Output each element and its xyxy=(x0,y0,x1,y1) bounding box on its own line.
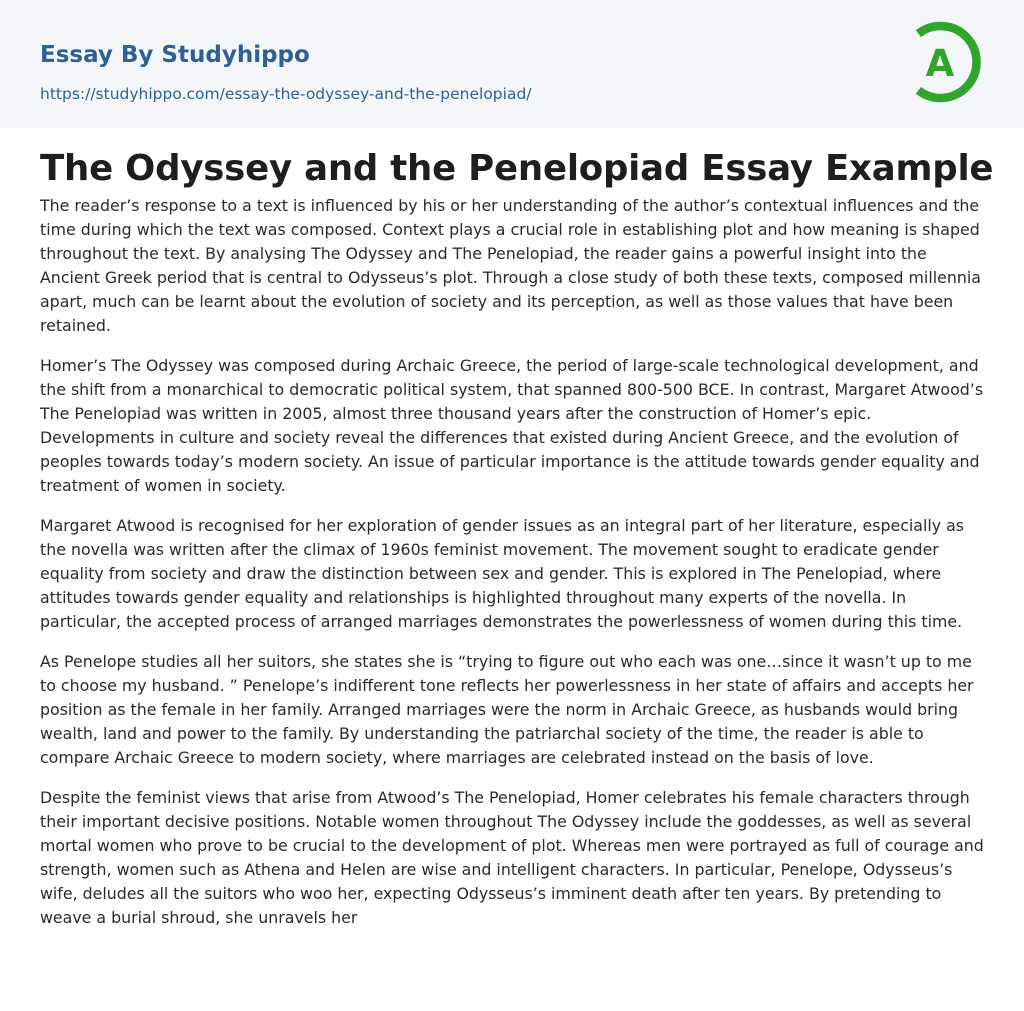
paragraph: The reader’s response to a text is influenced by his or her understanding of the author’s contextual influences and the time during which the text was composed. Context plays a crucial role in establishing plot and how meaning is shaped throughout the text. By analysing The Odyssey and The Penelopiad, the reader gains a powerful insight into the Ancient Greek period that is central to Odysseus’s plot. Through a close study of both these texts, composed millennia apart, much can be learnt about the evolution of society and its perception, as well as those values that have been retained. xyxy=(40,196,981,335)
paragraph: As Penelope studies all her suitors, she states she is “trying to figure out who each was one…since it wasn’t up to me to choose my husband. ” Penelope’s indifferent tone reflects her powerlessness in her state of affairs and accepts her position as the female in her family. Arranged marriages were the norm in Archaic Greece, as husbands would bring wealth, land and power to the family. By understanding the patriarchal society of the time, the reader is able to compare Archaic Greece to modern society, where marriages are celebrated instead on the basis of love. xyxy=(40,652,974,767)
paragraph: Homer’s The Odyssey was composed during Archaic Greece, the period of large-scale technological development, and the shift from a monarchical to democratic political system, that spanned 800-500 BCE. In contrast, Margaret Atwood’s The Penelopiad was written in 2005, almost three thousand years after the construction of Homer’s epic. Developments in culture and society reveal the differences that existed during Ancient Greece, and the evolution of peoples towards today’s modern society. An issue of particular importance is the attitude towards gender equality and treatment of women in society. xyxy=(40,356,984,495)
site-header xyxy=(0,0,1024,128)
article-body xyxy=(40,194,988,946)
site-name[interactable]: Essay By Studyhippo xyxy=(40,42,310,68)
logo-letter: A xyxy=(925,42,955,85)
logo-icon[interactable] xyxy=(904,18,988,106)
paragraph: Margaret Atwood is recognised for her exploration of gender issues as an integral part of her literature, especially as the novella was written after the climax of 1960s feminist movement. The movement sought to eradicate gender equality from society and draw the distinction between sex and gender. This is explored in The Penelopiad, where attitudes towards gender equality and relationships is highlighted throughout many experts of the novella. In particular, the accepted process of arranged marriages demonstrates the powerlessness of women during this time. xyxy=(40,516,965,631)
page-title: The Odyssey and the Penelopiad Essay Example xyxy=(40,148,994,189)
paragraph: Despite the feminist views that arise from Atwood’s The Penelopiad, Homer celebrates his female characters through their important decisive positions. Notable women throughout The Odyssey include the goddesses, as well as several mortal women who prove to be crucial to the development of plot. Whereas men were portrayed as full of courage and strength, women such as Athena and Helen are wise and intelligent characters. In particular, Penelope, Odysseus’s wife, deludes all the suitors who woo her, expecting Odysseus’s imminent death after ten years. By pretending to weave a burial shroud, she unravels her xyxy=(40,788,984,927)
page-url[interactable]: https://studyhippo.com/essay-the-odyssey-and-the-penelopiad/ xyxy=(40,85,532,103)
